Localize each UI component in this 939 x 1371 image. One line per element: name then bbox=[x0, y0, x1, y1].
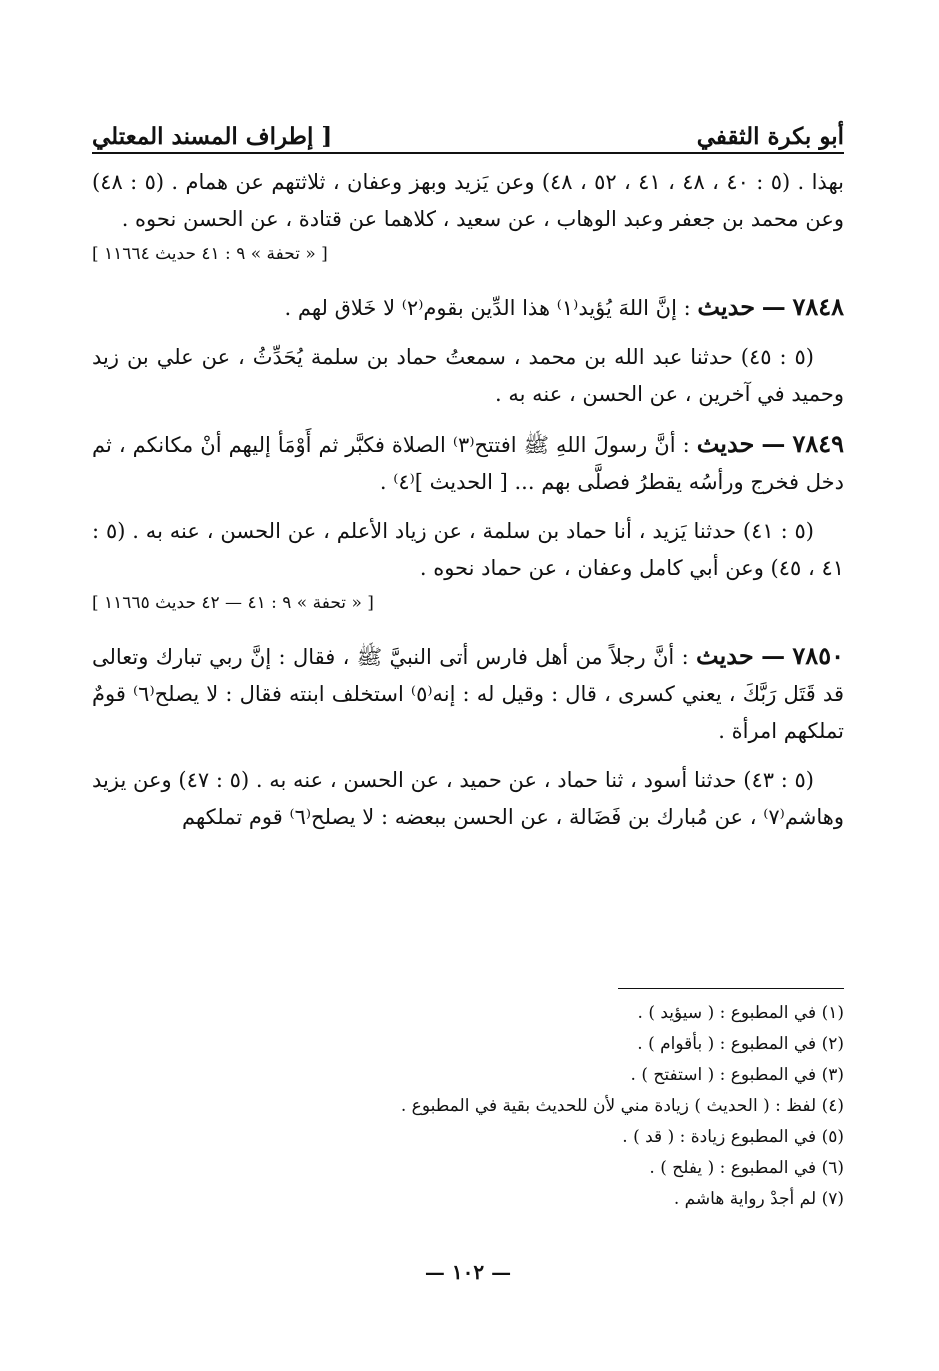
footnote: (٧) لم أجدْ رواية هاشم . bbox=[673, 1189, 844, 1209]
header-right-title: أبو بكرة الثقفي bbox=[696, 123, 844, 150]
hadith-text: : إنَّ اللهَ يُؤيد⁽١⁾ هذا الدِّين بقوم⁽٢⁾ لا خَلاق لهم . bbox=[284, 296, 691, 320]
hadith-number: ٧٨٥٠ bbox=[792, 641, 844, 670]
header-rule bbox=[92, 152, 844, 154]
paragraph: بهذا . (٥ : ٤٠ ، ٤٨ ، ٤١ ، ٥٢ ، ٤٨) وعن يَزيد وبهز وعفان ، ثلاثتهم عن همام . (٥ : ٤٨) وعن محمد بن جعفر وعبد الوهاب ، عن سعيد ، كلاهما عن قتادة ، عن الحسن نحوه . bbox=[92, 170, 844, 231]
paragraph: (٥ : ٤١) حدثنا يَزيد ، أنا حماد بن سلمة ، عن زياد الأعلم ، عن الحسن ، عنه به . (٥ : ٤١ ، ٤٥) وعن أبي كامل وعفان ، عن حماد نحوه . bbox=[92, 519, 844, 580]
hadith-label: حديث bbox=[697, 292, 756, 321]
hadith-label: حديث bbox=[696, 641, 754, 670]
hadith-entry: ٧٨٤٨ — حديث : إنَّ اللهَ يُؤيد⁽١⁾ هذا الدِّين بقوم⁽٢⁾ لا خَلاق لهم . bbox=[284, 292, 844, 321]
main-text bbox=[92, 164, 844, 836]
footnotes bbox=[92, 998, 844, 1215]
tuhfa-reference: [ « تحفة » ٩ : ٤١ — ٤٢ حديث ١١٦٦٥ ] bbox=[92, 593, 374, 613]
document-page bbox=[92, 0, 844, 1371]
paragraph: (٥ : ٤٥) حدثنا عبد الله بن محمد ، سمعتُ حماد بن سلمة يُحَدِّثُ ، عن علي بن زيد وحميد في آخرين ، عن الحسن ، عنه به . bbox=[92, 345, 844, 406]
hadith-number: ٧٨٤٩ bbox=[792, 429, 845, 458]
running-header bbox=[92, 110, 844, 154]
hadith-number: ٧٨٤٨ bbox=[792, 292, 844, 321]
footnote: (٤) لفظ : ( الحديث ) زيادة مني لأن للحديث بقية في المطبوع . bbox=[400, 1096, 844, 1116]
footnote: (٣) في المطبوع : ( استفتح ) . bbox=[630, 1065, 844, 1085]
tuhfa-reference: [ « تحفة » ٩ : ٤١ حديث ١١٦٦٤ ] bbox=[92, 244, 328, 264]
footnote-rule bbox=[618, 988, 844, 989]
hadith-label: حديث bbox=[696, 429, 755, 458]
header-left-title: [ إطراف المسند المعتلي bbox=[92, 123, 333, 150]
hadith-entry: ٧٨٤٩ — حديث : أنَّ رسولَ اللهِ ﷺ افتتح⁽٣⁾ الصلاة فكبَّر ثم أَوْمَأ إليهم أنْ مكانكم ، ثم دخل فخرج ورأسُه يقطرُ فصلَّى بهم ... [ الحديث ]⁽٤⁾ . bbox=[92, 429, 845, 494]
footnote: (١) في المطبوع : ( سيؤيد ) . bbox=[637, 1003, 844, 1023]
footnote: (٦) في المطبوع : ( يفلح ) . bbox=[649, 1158, 844, 1178]
page-number: — ١٠٢ — bbox=[424, 1260, 512, 1284]
footnote: (٥) في المطبوع زيادة : ( قد ) . bbox=[622, 1127, 844, 1147]
paragraph: (٥ : ٤٣) حدثنا أسود ، ثنا حماد ، عن حميد ، عن الحسن ، عنه به . (٥ : ٤٧) وعن يزيد وهاشم⁽٧⁾ ، عن مُبارك بن فَضَالة ، عن الحسن ببعضه : لا يصلح⁽٦⁾ قوم تملكهم bbox=[92, 768, 844, 829]
footnote: (٢) في المطبوع : ( بأقوام ) . bbox=[637, 1034, 844, 1054]
hadith-entry: ٧٨٥٠ — حديث : أنَّ رجلاً من أهل فارس أتى النبيَّ ﷺ ، فقال : إنَّ ربي تبارك وتعالى قد قَتَل رَبَّكَ ، يعني كسرى ، قال : وقيل له : إنه⁽٥⁾ استخلف ابنته فقال : لا يصلح⁽٦⁾ قومٌ تملكهم امرأة . bbox=[92, 641, 844, 743]
hadith-text: : أنَّ رسولَ اللهِ ﷺ افتتح⁽٣⁾ الصلاة فكبَّر ثم أَوْمَأ إليهم أنْ مكانكم ، ثم دخل فخرج ورأسُه يقطرُ فصلَّى بهم ... [ الحديث ]⁽٤⁾ . bbox=[92, 433, 844, 494]
hadith-text: : أنَّ رجلاً من أهل فارس أتى النبيَّ ﷺ ، فقال : إنَّ ربي تبارك وتعالى قد قَتَل رَبَّكَ ، يعني كسرى ، قال : وقيل له : إنه⁽٥⁾ استخلف ابنته فقال : لا يصلح⁽٦⁾ قومٌ تملكهم امرأة . bbox=[92, 645, 844, 743]
